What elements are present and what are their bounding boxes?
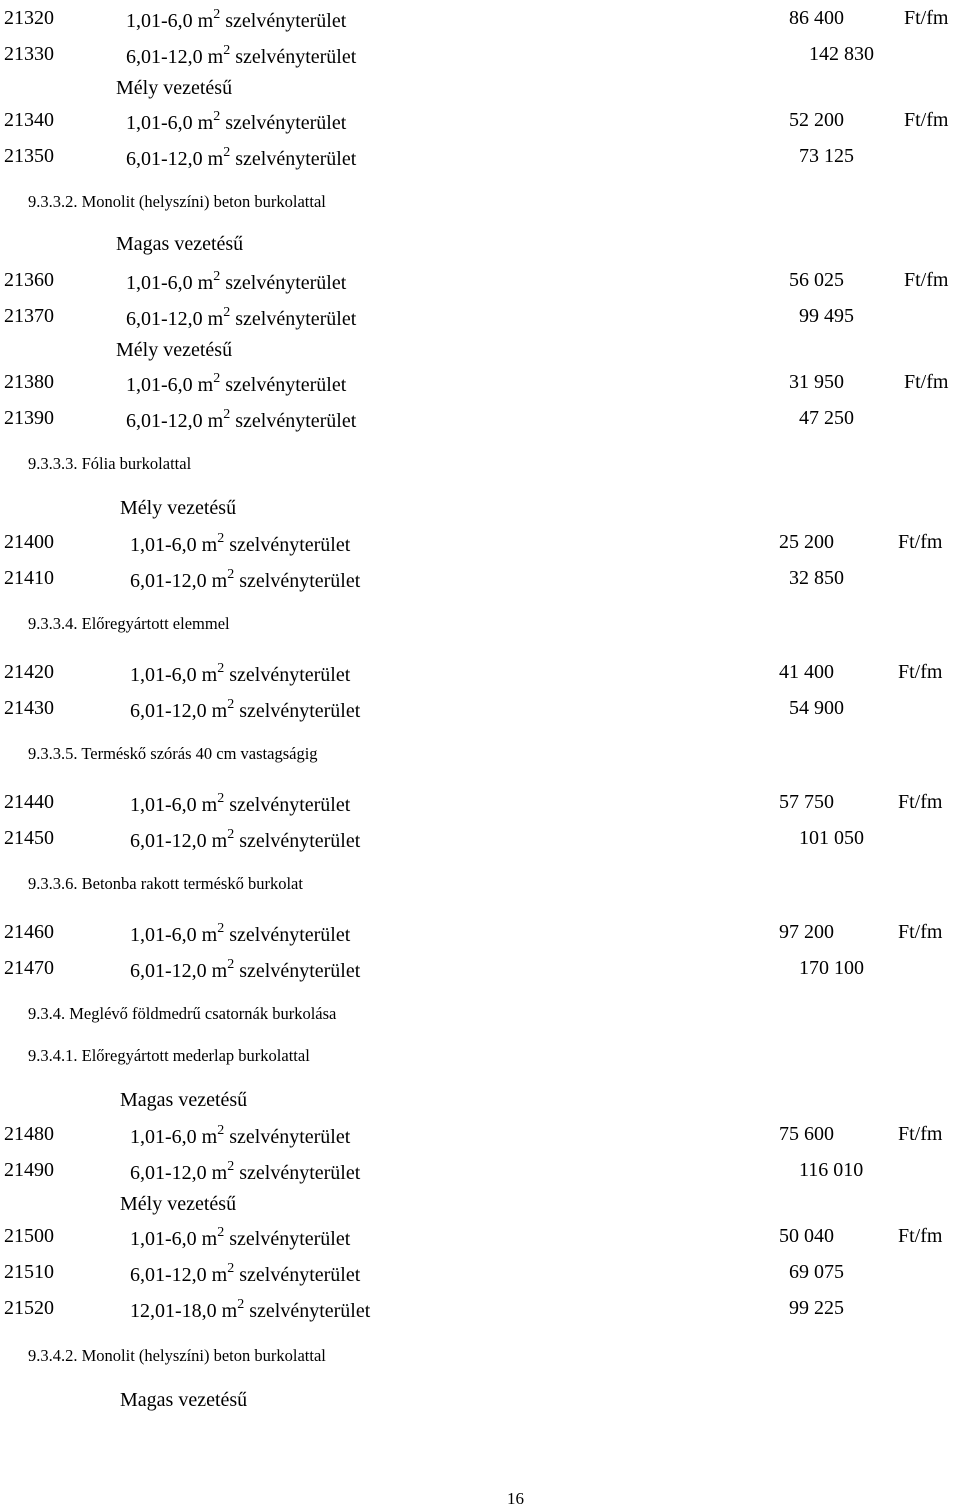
item-price: 101 050	[799, 827, 864, 849]
item-price: 54 900	[789, 697, 844, 719]
superscript: 2	[217, 661, 225, 676]
item-description	[130, 661, 351, 686]
size-range: 6,01-12,0 m	[130, 1162, 228, 1184]
size-range: 6,01-12,0 m	[130, 570, 228, 592]
area-label: szelvényterület	[224, 924, 351, 946]
size-range: 1,01-6,0 m	[130, 664, 218, 686]
superscript: 2	[223, 43, 231, 58]
item-price: 52 200	[789, 109, 844, 131]
superscript: 2	[223, 305, 231, 320]
size-range: 1,01-6,0 m	[126, 374, 214, 396]
area-label: szelvényterület	[234, 570, 361, 592]
size-range: 6,01-12,0 m	[130, 830, 228, 852]
item-price: 32 850	[789, 567, 844, 589]
size-range: 6,01-12,0 m	[130, 960, 228, 982]
item-price: 97 200	[779, 921, 834, 943]
item-description	[130, 1261, 361, 1286]
item-price: 69 075	[789, 1261, 844, 1283]
superscript: 2	[227, 957, 235, 972]
area-label: szelvényterület	[234, 830, 361, 852]
area-label: szelvényterület	[234, 700, 361, 722]
item-description	[126, 7, 347, 32]
superscript: 2	[223, 407, 231, 422]
area-label: szelvényterület	[224, 664, 351, 686]
item-code: 21440	[4, 791, 54, 813]
area-label: szelvényterület	[230, 308, 357, 330]
area-label: szelvényterület	[234, 1162, 361, 1184]
size-range: 1,01-6,0 m	[126, 10, 214, 32]
item-code: 21370	[4, 305, 54, 327]
item-description	[130, 957, 361, 982]
subgroup-title: Magas vezetésű	[116, 233, 244, 255]
area-label: szelvényterület	[220, 374, 347, 396]
size-range: 1,01-6,0 m	[130, 794, 218, 816]
subgroup-title: Mély vezetésű	[116, 339, 233, 361]
unit-label: Ft/fm	[898, 531, 943, 553]
item-price: 116 010	[799, 1159, 864, 1181]
size-range: 6,01-12,0 m	[126, 308, 224, 330]
area-label: szelvényterület	[220, 10, 347, 32]
area-label: szelvényterület	[220, 112, 347, 134]
item-code: 21460	[4, 921, 54, 943]
section-heading: 9.3.3.4. Előregyártott elemmel	[28, 614, 230, 633]
item-price: 99 495	[799, 305, 854, 327]
size-range: 1,01-6,0 m	[126, 272, 214, 294]
item-description	[126, 407, 357, 432]
item-description	[130, 1159, 361, 1184]
superscript: 2	[217, 531, 225, 546]
section-heading: 9.3.3.6. Betonba rakott terméskő burkolat	[28, 874, 303, 893]
item-description	[126, 269, 347, 294]
area-label: szelvényterület	[224, 794, 351, 816]
item-code: 21470	[4, 957, 54, 979]
area-label: szelvényterület	[230, 410, 357, 432]
section-heading: 9.3.3.2. Monolit (helyszíni) beton burkolattal	[28, 192, 326, 211]
item-price: 47 250	[799, 407, 854, 429]
size-range: 6,01-12,0 m	[126, 46, 224, 68]
unit-label: Ft/fm	[904, 269, 949, 291]
item-price: 25 200	[779, 531, 834, 553]
size-range: 6,01-12,0 m	[126, 148, 224, 170]
area-label: szelvényterület	[234, 1264, 361, 1286]
item-code: 21500	[4, 1225, 54, 1247]
item-description	[130, 1225, 351, 1250]
item-code: 21390	[4, 407, 54, 429]
item-code: 21480	[4, 1123, 54, 1145]
item-description	[126, 371, 347, 396]
superscript: 2	[217, 1225, 225, 1240]
item-price: 142 830	[809, 43, 874, 65]
unit-label: Ft/fm	[898, 921, 943, 943]
unit-label: Ft/fm	[898, 661, 943, 683]
size-range: 1,01-6,0 m	[130, 1126, 218, 1148]
superscript: 2	[217, 921, 225, 936]
size-range: 1,01-6,0 m	[130, 1228, 218, 1250]
section-heading: 9.3.3.3. Fólia burkolattal	[28, 454, 192, 473]
size-range: 6,01-12,0 m	[126, 410, 224, 432]
superscript: 2	[227, 567, 235, 582]
item-description	[130, 697, 361, 722]
section-heading: 9.3.3.5. Terméskő szórás 40 cm vastagságig	[28, 744, 318, 763]
subgroup-title: Mély vezetésű	[120, 497, 237, 519]
item-description	[130, 1123, 351, 1148]
item-price: 57 750	[779, 791, 834, 813]
item-description	[126, 43, 357, 68]
size-range: 6,01-12,0 m	[130, 700, 228, 722]
superscript: 2	[213, 269, 221, 284]
size-range: 6,01-12,0 m	[130, 1264, 228, 1286]
superscript: 2	[227, 1261, 235, 1276]
item-description	[126, 145, 357, 170]
item-description	[130, 791, 351, 816]
item-description	[126, 305, 357, 330]
superscript: 2	[213, 109, 221, 124]
area-label: szelvényterület	[224, 534, 351, 556]
item-code: 21520	[4, 1297, 54, 1319]
superscript: 2	[223, 145, 231, 160]
area-label: szelvényterület	[224, 1228, 351, 1250]
area-label: szelvényterület	[224, 1126, 351, 1148]
unit-label: Ft/fm	[898, 1123, 943, 1145]
area-label: szelvényterület	[230, 46, 357, 68]
item-price: 56 025	[789, 269, 844, 291]
item-description	[130, 567, 361, 592]
unit-label: Ft/fm	[904, 109, 949, 131]
unit-label: Ft/fm	[904, 7, 949, 29]
item-code: 21420	[4, 661, 54, 683]
superscript: 2	[213, 7, 221, 22]
item-code: 21330	[4, 43, 54, 65]
item-code: 21360	[4, 269, 54, 291]
unit-label: Ft/fm	[904, 371, 949, 393]
item-description	[130, 1297, 371, 1322]
item-price: 99 225	[789, 1297, 844, 1319]
unit-label: Ft/fm	[898, 791, 943, 813]
superscript: 2	[217, 791, 225, 806]
area-label: szelvényterület	[234, 960, 361, 982]
area-label: szelvényterület	[220, 272, 347, 294]
item-price: 170 100	[799, 957, 864, 979]
superscript: 2	[217, 1123, 225, 1138]
page-number: 16	[507, 1489, 524, 1508]
item-price: 41 400	[779, 661, 834, 683]
item-code: 21510	[4, 1261, 54, 1283]
section-heading: 9.3.4. Meglévő földmedrű csatornák burkolása	[28, 1004, 337, 1023]
item-price: 73 125	[799, 145, 854, 167]
superscript: 2	[213, 371, 221, 386]
unit-label: Ft/fm	[898, 1225, 943, 1247]
section-heading: 9.3.4.2. Monolit (helyszíni) beton burkolattal	[28, 1346, 326, 1365]
subgroup-title: Mély vezetésű	[120, 1193, 237, 1215]
area-label: szelvényterület	[244, 1300, 371, 1322]
item-code: 21380	[4, 371, 54, 393]
size-range: 1,01-6,0 m	[126, 112, 214, 134]
item-price: 86 400	[789, 7, 844, 29]
item-description	[130, 531, 351, 556]
item-price: 75 600	[779, 1123, 834, 1145]
item-description	[126, 109, 347, 134]
superscript: 2	[227, 1159, 235, 1174]
item-description	[130, 921, 351, 946]
item-code: 21490	[4, 1159, 54, 1181]
item-code: 21450	[4, 827, 54, 849]
size-range: 1,01-6,0 m	[130, 534, 218, 556]
area-label: szelvényterület	[230, 148, 357, 170]
subgroup-title: Mély vezetésű	[116, 77, 233, 99]
item-price: 50 040	[779, 1225, 834, 1247]
size-range: 1,01-6,0 m	[130, 924, 218, 946]
superscript: 2	[237, 1297, 245, 1312]
item-code: 21400	[4, 531, 54, 553]
item-code: 21340	[4, 109, 54, 131]
superscript: 2	[227, 827, 235, 842]
item-code: 21320	[4, 7, 54, 29]
subgroup-title: Magas vezetésű	[120, 1089, 248, 1111]
section-heading: 9.3.4.1. Előregyártott mederlap burkolattal	[28, 1046, 310, 1065]
item-description	[130, 827, 361, 852]
item-price: 31 950	[789, 371, 844, 393]
size-range: 12,01-18,0 m	[130, 1300, 238, 1322]
item-code: 21350	[4, 145, 54, 167]
subgroup-title: Magas vezetésű	[120, 1389, 248, 1411]
superscript: 2	[227, 697, 235, 712]
item-code: 21430	[4, 697, 54, 719]
item-code: 21410	[4, 567, 54, 589]
